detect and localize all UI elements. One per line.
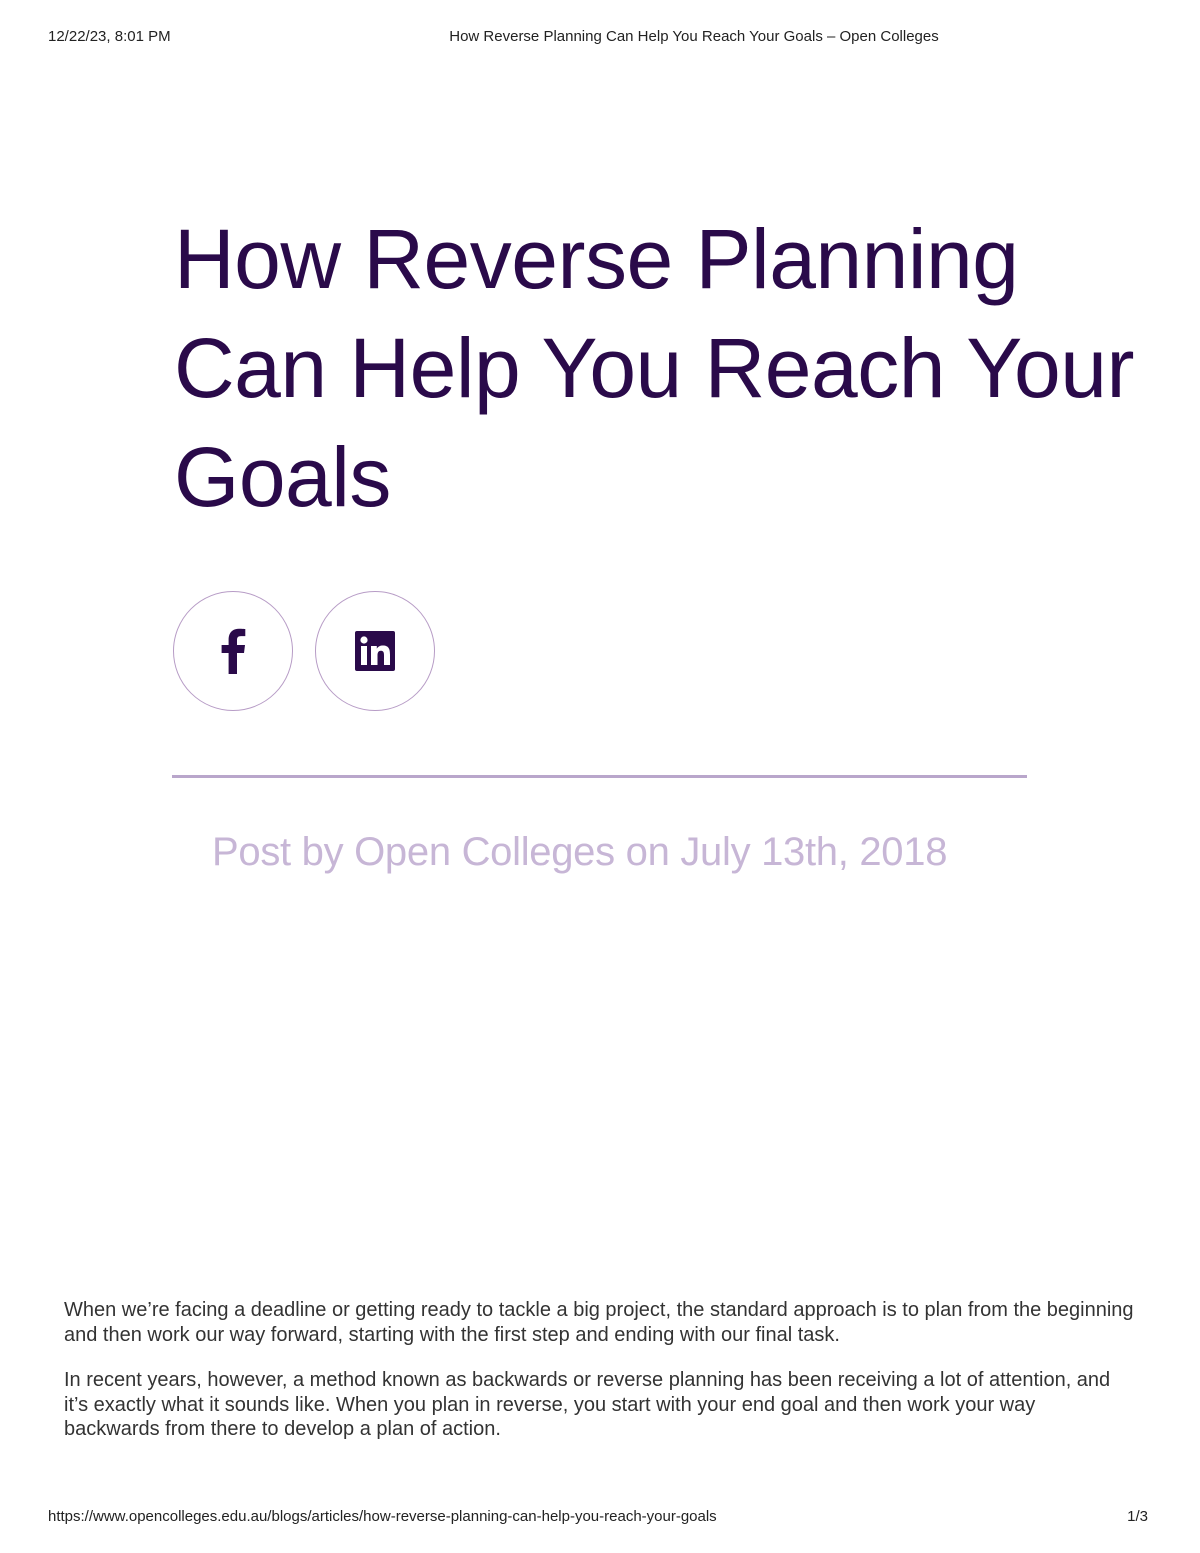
print-url: https://www.opencolleges.edu.au/blogs/articles/how-reverse-planning-can-help-you-reach-your-goals [48, 1508, 717, 1525]
share-buttons [173, 591, 435, 711]
paragraph: In recent years, however, a method known as backwards or reverse planning has been receiving a lot of attention, and it’s exactly what it sounds like. When you plan in reverse, you start with your end goal and then work your way backwards from there to develop a plan of action. [64, 1369, 1111, 1440]
paragraph: When we’re facing a deadline or getting ready to tackle a big project, the standard approach is to plan from the beginning and then work our way forward, starting with the first step and ending with our final task. [64, 1299, 1134, 1346]
article-body [64, 1298, 1136, 1463]
facebook-icon [220, 628, 246, 674]
linkedin-icon [355, 631, 395, 671]
print-page-title: How Reverse Planning Can Help You Reach Your Goals – Open Colleges [449, 28, 939, 45]
print-datetime: 12/22/23, 8:01 PM [48, 28, 171, 45]
facebook-share-button[interactable] [173, 591, 293, 711]
print-page-number: 1/3 [1127, 1508, 1148, 1525]
linkedin-share-button[interactable] [315, 591, 435, 711]
article-title: How Reverse Planning Can Help You Reach Your Goals [174, 212, 1134, 524]
divider [172, 775, 1027, 778]
post-byline: Post by Open Colleges on July 13th, 2018 [212, 830, 948, 874]
